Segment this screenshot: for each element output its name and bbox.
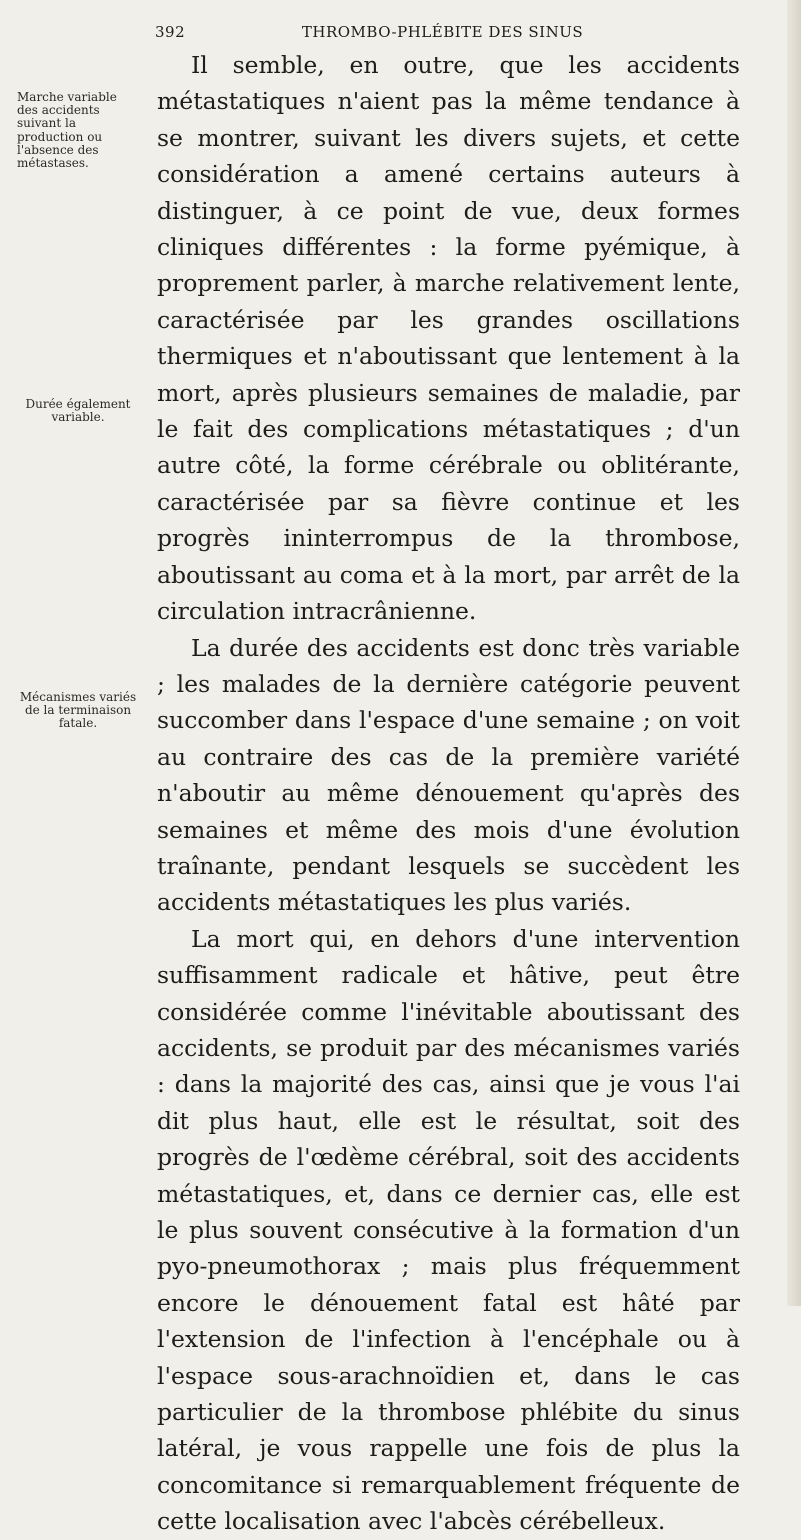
paragraph-formes-cliniques: Il semble, en outre, que les accidents métastatiques n'aient pas la même tendance à se montrer, suivant les divers sujets, et cette considération a amené certains auteurs à distinguer, à ce point de vue, deux formes cliniques différentes : la forme pyémique, à proprement parler, à marche relativement lente, caractérisée par les grandes oscillations thermiques et n'aboutissant que lentement à la mort, après plusieurs semaines de maladie, par le fait des complications métastatiques ; d'un autre côté, la forme cérébrale ou oblitérante, caractérisée par sa fièvre continue et les progrès ininterrompus de la thrombose, aboutissant au coma et à la mort, par arrêt de la circulation intracrânienne. <box>157 51 740 626</box>
page-number: 392 <box>155 23 186 41</box>
body-text <box>157 47 740 1540</box>
paragraph-duree: La durée des accidents est donc très variable ; les malades de la dernière catégorie peuvent succomber dans l'espace d'une semaine ; on voit au contraire des cas de la première variété n'aboutir au même dénouement qu'après des semaines et même des mois d'une évolution traînante, pendant lesquels se succèdent les accidents métastatiques les plus variés. <box>157 633 740 917</box>
page-header <box>155 22 730 42</box>
margin-note-marche: Marche variable des accidents suivant la production ou l'absence des métastases. <box>17 90 117 171</box>
margin-note-duree: Durée également variable. <box>25 397 131 425</box>
page-edge-shadow <box>787 0 801 1306</box>
running-title: THROMBO-PHLÉBITE DES SINUS <box>301 23 584 41</box>
paragraph-mecanismes: La mort qui, en dehors d'une intervention suffisamment radicale et hâtive, peut être considérée comme l'inévitable aboutissant des accidents, se produit par des mécanismes variés : dans la majorité des cas, ainsi que je vous l'ai dit plus haut, elle est le résultat, soit des progrès de l'œdème cérébral, soit des accidents métastatiques, et, dans ce dernier cas, elle est le plus souvent consécutive à la formation d'un pyo-pneumothorax ; mais plus fréquemment encore le dénouement fatal est hâté par l'extension de l'infection à l'encéphale ou à l'espace sous-arachnoïdien et, dans le cas particulier de la thrombose phlébite du sinus latéral, je vous rappelle une fois de plus la concomitance si remarquablement fréquente de cette localisation avec l'abcès cérébelleux. <box>157 924 740 1536</box>
margin-note-mecanismes: Mécanismes variés de la terminaison fatale. <box>19 690 137 731</box>
